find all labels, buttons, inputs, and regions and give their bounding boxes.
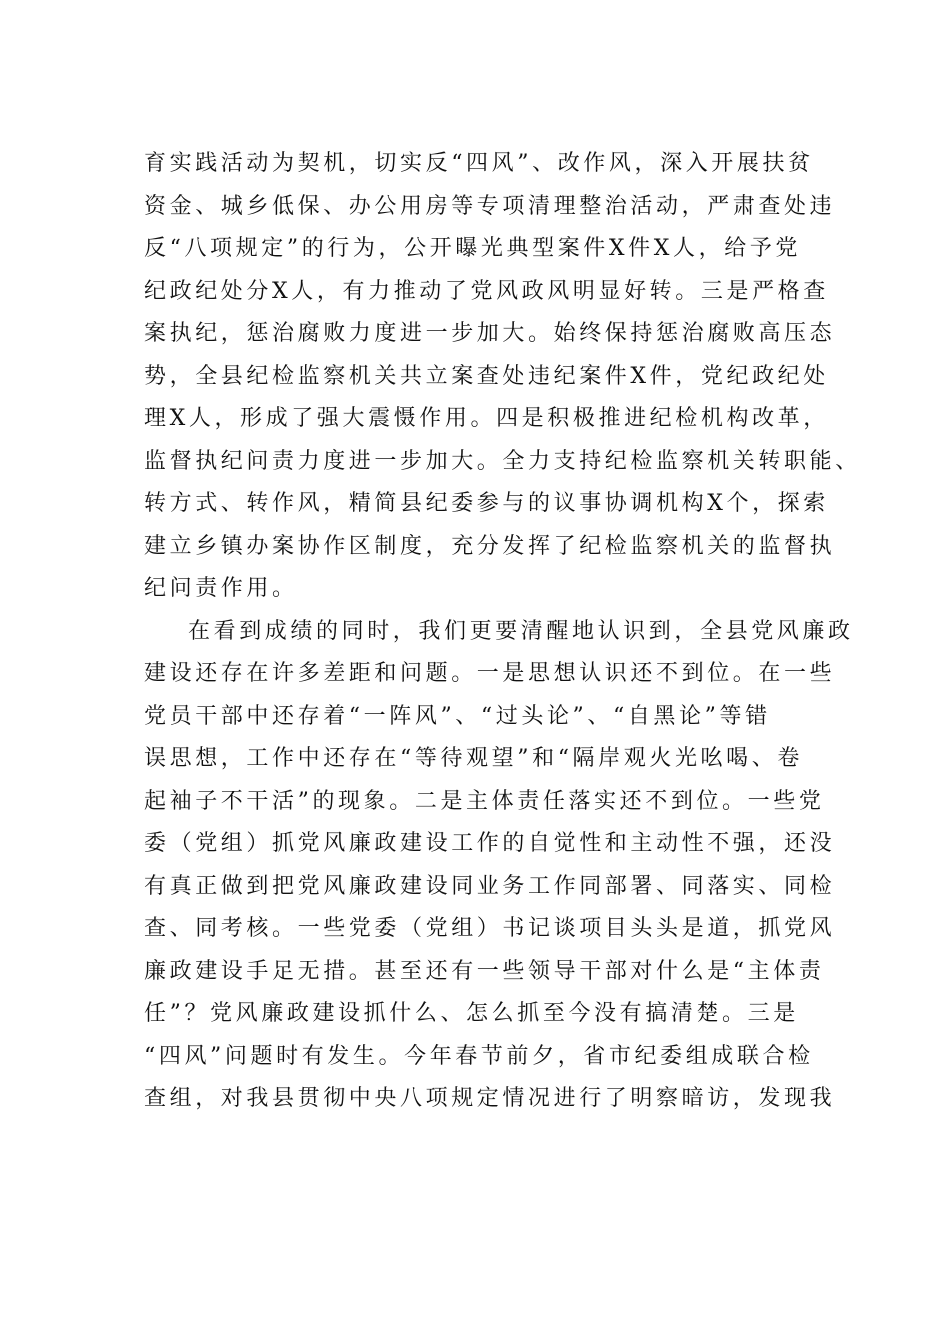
text-line: 查、同考核。一些党委（党组）书记谈项目头头是道，抓党风 bbox=[144, 916, 836, 941]
text-line: 纪问责作用。 bbox=[144, 576, 298, 601]
text-line: 转方式、转作风，精简县纪委参与的议事协调机构X个，探索 bbox=[144, 491, 829, 516]
text-line: 案执纪，惩治腐败力度进一步加大。始终保持惩治腐败高压态 bbox=[144, 321, 836, 346]
paragraph-problems bbox=[144, 611, 854, 1121]
text-line: 廉政建设手足无措。甚至还有一些领导干部对什么是“主体责 bbox=[144, 958, 825, 984]
text-line: 纪政纪处分X人，有力推动了党风政风明显好转。三是严格查 bbox=[144, 278, 829, 304]
text-line: 理X人，形成了强大震慑作用。四是积极推进纪检机构改革， bbox=[144, 406, 829, 431]
text-line: 起袖子不干活”的现象。二是主体责任落实还不到位。一些党 bbox=[144, 788, 825, 814]
text-line: 监督执纪问责力度进一步加大。全力支持纪检监察机关转职能、 bbox=[144, 448, 861, 474]
text-line: 有真正做到把党风廉政建设同业务工作同部署、同落实、同检 bbox=[144, 873, 836, 899]
text-line: 任”？党风廉政建设抓什么、怎么抓至今没有搞清楚。三是 bbox=[144, 1001, 799, 1026]
text-line: 查组，对我县贯彻中央八项规定情况进行了明察暗访，发现我 bbox=[144, 1086, 836, 1111]
text-line: “四风”问题时有发生。今年春节前夕，省市纪委组成联合检 bbox=[144, 1043, 814, 1069]
text-line: 委（党组）抓党风廉政建设工作的自觉性和主动性不强，还没 bbox=[144, 831, 836, 856]
text-line: 育实践活动为契机，切实反“四风”、改作风，深入开展扶贫 bbox=[144, 151, 814, 176]
paragraph-achievements bbox=[144, 143, 861, 611]
text-line: 在看到成绩的同时，我们更要清醒地认识到，全县党风廉政 bbox=[188, 618, 854, 644]
text-line: 误思想，工作中还存在“等待观望”和“隔岸观火光吆喝、卷 bbox=[144, 746, 803, 771]
text-line: 建设还存在许多差距和问题。一是思想认识还不到位。在一些 bbox=[144, 661, 836, 686]
text-line: 党员干部中还存着“一阵风”、“过头论”、“自黑论”等错 bbox=[144, 703, 771, 729]
text-line: 反“八项规定”的行为，公开曝光典型案件X件X人，给予党 bbox=[144, 236, 802, 261]
text-line: 建立乡镇办案协作区制度，充分发挥了纪检监察机关的监督执 bbox=[144, 533, 836, 559]
text-line: 势，全县纪检监察机关共立案查处违纪案件X件，党纪政纪处 bbox=[144, 363, 829, 389]
text-line: 资金、城乡低保、办公用房等专项清理整治活动，严肃查处违 bbox=[144, 193, 836, 219]
document-body bbox=[144, 143, 861, 1121]
